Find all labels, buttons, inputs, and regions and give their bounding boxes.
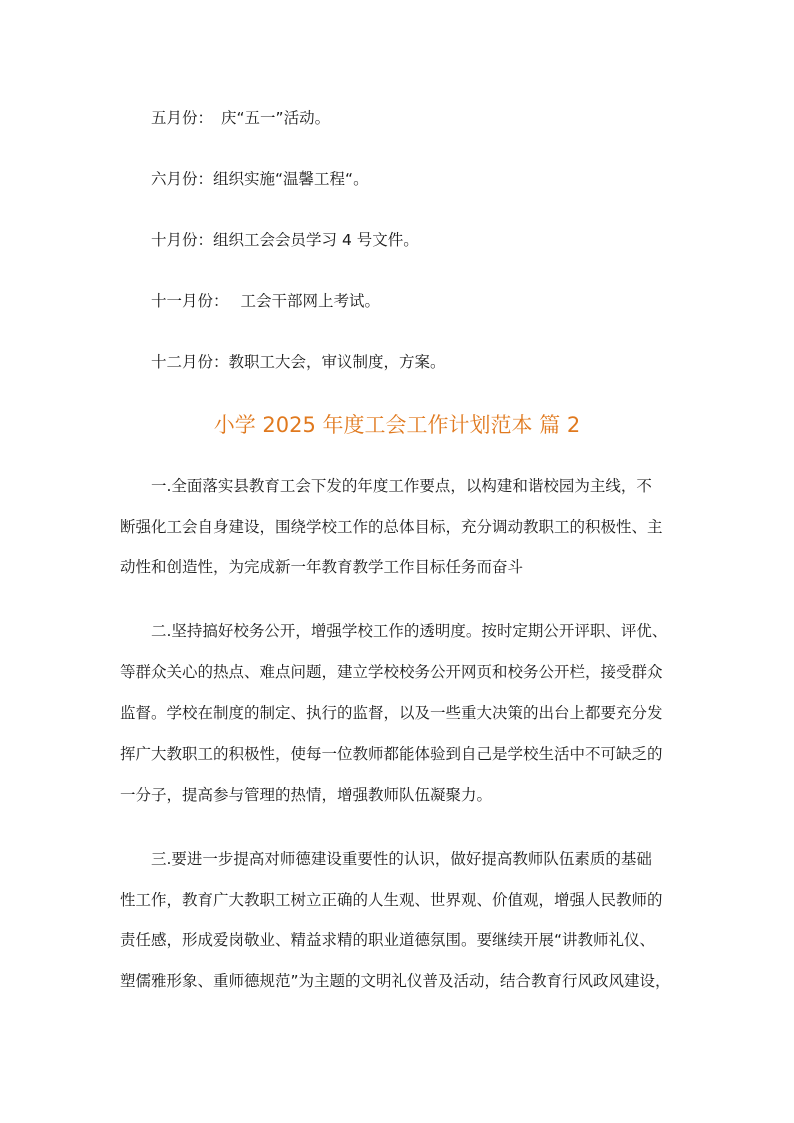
paragraph-1-line-3: 动性和创造性，为完成新一年教育教学工作目标任务而奋斗 [120, 558, 524, 576]
paragraph-2-line-4: 挥广大教职工的积极性，使每一位教师都能体验到自己是学校生活中不可缺乏的 [120, 745, 663, 763]
paragraph-1-line-2: 断强化工会自身建设，围绕学校工作的总体目标，充分调动教职工的积极性、主 [120, 518, 663, 536]
paragraph-3-line-2: 性工作，教育广大教职工树立正确的人生观、世界观、价值观，增强人民教师的 [120, 891, 663, 909]
paragraph-2-line-5: 一分子，提高参与管理的热情，增强教师队伍凝聚力。 [120, 786, 493, 804]
month-label: 十月份： [151, 231, 214, 249]
month-text: 组织工会会员学习 4 号文件。 [213, 231, 419, 249]
month-label: 六月份： [151, 170, 214, 188]
month-text: 教职工大会，审议制度，方案。 [228, 353, 446, 371]
paragraph-2-line-1: 二.坚持搞好校务公开，增强学校工作的透明度。按时定期公开评职、评优、 [151, 622, 668, 640]
month-item-may [151, 108, 330, 128]
paragraph-2-line-3: 监督。学校在制度的制定、执行的监督，以及一些重大决策的出台上都要充分发 [120, 704, 663, 722]
paragraph-2-line-2: 等群众关心的热点、难点问题，建立学校校务公开网页和校务公开栏，接受群众 [120, 663, 663, 681]
paragraph-1-line-1: 一.全面落实县教育工会下发的年度工作要点，以构建和谐校园为主线，不 [151, 477, 652, 495]
month-text: 工会干部网上考试。 [240, 292, 381, 310]
month-text: 组织实施“温馨工程“。 [213, 170, 369, 188]
month-label: 十一月份： [151, 292, 229, 310]
month-item-october [151, 230, 419, 250]
month-item-june [151, 169, 369, 189]
month-item-november [151, 291, 380, 311]
paragraph-3-line-4: 塑儒雅形象、重师德规范”为主题的文明礼仪普及活动，结合教育行风政风建设， [120, 972, 671, 990]
month-item-december [151, 352, 446, 372]
month-text: 庆“五一”活动。 [221, 109, 331, 127]
month-label: 五月份： [151, 109, 214, 127]
paragraph-3-line-3: 责任感，形成爱岗敬业、精益求精的职业道德氛围。要继续开展“讲教师礼仪、 [120, 931, 656, 949]
paragraph-3-line-1: 三.要进一步提高对师德建设重要性的认识，做好提高教师队伍素质的基础 [151, 850, 652, 868]
section-title: 小学 2025 年度工会工作计划范本 篇 2 [213, 413, 581, 437]
month-label: 十二月份： [151, 353, 229, 371]
